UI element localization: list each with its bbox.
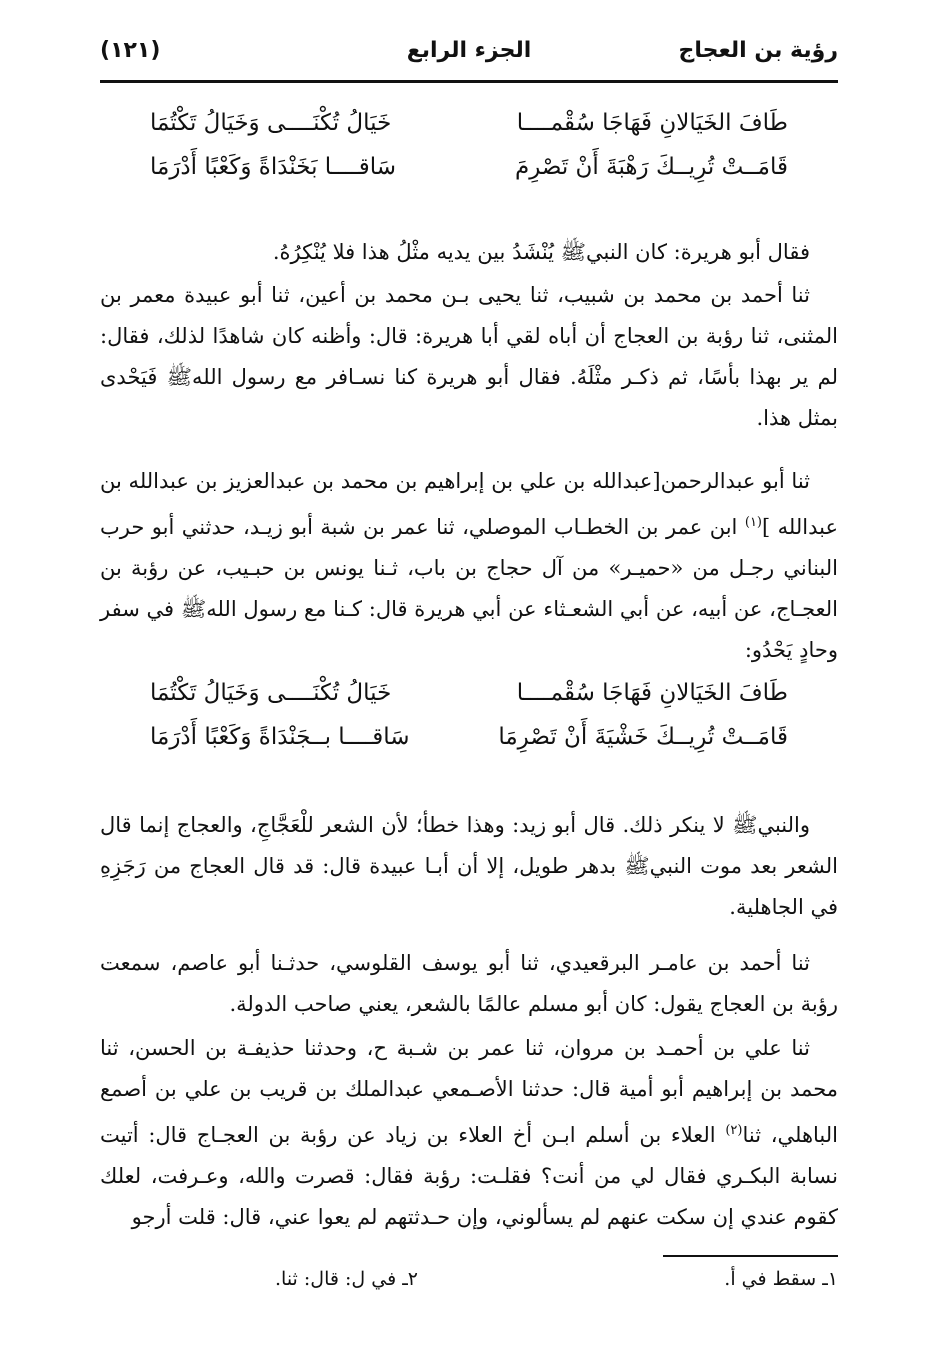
paragraph xyxy=(100,1028,838,1238)
paragraph: والنبيﷺ لا ينكر ذلك. قال أبو زيد: وهذا خطأ؛ لأن الشعر للْعَجَّاجِ، والعجاج إنما قال الشعر بعد موت النبيﷺ بدهر طويل، إلا أن أبـا عبيدة قال: قد قال العجاج من رَجَزِهِ في الجاهلية. xyxy=(100,813,838,919)
paragraph: ثنا أحمد بن عامـر البرقعيدي، ثنا أبو يوسف القلوسي، حدثـنا أبو عاصم، سمعت رؤبة بن العجاج يقول: كان أبو مسلم عالمًا بالشعر، يعني صاحب الدولة. xyxy=(100,951,838,1016)
paragraph xyxy=(100,461,838,671)
running-title: رؤية بن العجاج xyxy=(678,38,838,63)
verse-first-hemistich: طَافَ الخَيَالانِ فَهَاجَا سُقْمــــا xyxy=(516,680,788,706)
page-number: (١٢١) xyxy=(100,38,161,63)
paragraph-text: العلاء بن أسلم ابـن أخ العلاء بن زياد عن رؤبة بن العجـاج قال: أتيت نسابة البكـري فقال لي من أنت؟ فقلـت: رؤبة فقال: قصرت والله، وعـرفت، لعلك كقوم عندي إن سكت عنهم لم يسألوني، وإن حـدثتهم لم يعوا عني، قال: قلت أرجو xyxy=(100,1123,838,1229)
paragraph: فقال أبو هريرة: كان النبيﷺ يُنْشَدُ بين يديه مثْلُ هذا فلا يُنْكِرُهُ. xyxy=(272,240,810,264)
poem-block-2 xyxy=(150,680,788,768)
verse-second-hemistich: سَاقــــا بــجَنْدَاةً وَكَعْبًا أَدْرَمَا xyxy=(150,724,410,750)
chapter-title: الجزء الرابع xyxy=(406,38,532,63)
paragraph-text: ابن عمر بن الخطـاب الموصلي، ثنا عمر بن شبة أبو زيـد، حدثني أبو حرب البناني رجـل من «حميـر» من آل حجاج بن باب، ثـنا يونس بن حبـيب، عن رؤبة بن العجـاج، عن أبيه، عن أبي الشعـثاء عن أبي هريرة قال: كـنا مع رسول اللهﷺ في سفر وحادٍ يَحْدُو: xyxy=(100,515,838,662)
verse-line xyxy=(150,680,788,724)
footnotes xyxy=(100,1268,838,1304)
verse-line xyxy=(150,110,788,154)
verse-first-hemistich: طَافَ الخَيَالانِ فَهَاجَا سُقْمــــا xyxy=(516,110,788,136)
paragraph: ثنا أحمد بن محمد بن شبيب، ثنا يحيى بـن محمد بن أعين، ثنا أبو عبيدة معمر بن المثنى، ثنا رؤبة بن العجاج أن أباه لقي أبا هريرة: قال: وأظنه كان شاهدًا لذلك، فقال: لم ير بهذا بأسًا، ثم ذكـر مثْلَهُ. فقال أبو هريرة كنا نسـافر مع رسول اللهﷺ فَيَحْدى بمثل هذا. xyxy=(100,283,838,430)
page-header xyxy=(100,34,838,74)
verse-second-hemistich: خَيَالُ تُكْنَــــى وَخَيَالُ تَكْتُمَا xyxy=(150,680,392,706)
paragraph-text: ثنا أبو عبدالرحمن[عبدالله بن علي بن إبراهيم بن محمد بن عبدالعزيز بن عبدالله بن عبدالله ] xyxy=(100,469,838,539)
verse-second-hemistich: سَاقــــا بَخَنْدَاةً وَكَعْبًا أَدْرَمَا xyxy=(150,154,397,180)
header-rule xyxy=(100,80,838,83)
verse-first-hemistich: قَامَــتْ تُرِيــكَ خَشْيَةَ أَنْ تَصْرِمَا xyxy=(498,724,788,750)
verse-second-hemistich: خَيَالُ تُكْنَــــى وَخَيَالُ تَكْتُمَا xyxy=(150,110,392,136)
verse-first-hemistich: قَامَــتْ تُرِيــكَ رَهْبَةَ أَنْ تَصْرِمَ xyxy=(514,154,788,180)
paragraph-text: ثنا علي بن أحمـد بن مروان، ثنا عمر بن شـبة ح، وحدثنا حذيفـة بن الحسن، ثنا محمد بن إبراهيم أبو أمية قال: حدثنا الأصـمعي عبدالملك بن قريب بن علي بن أصمع الباهلي، ثنا xyxy=(100,1036,838,1147)
footnote-marker: (١) xyxy=(744,515,762,530)
footnote-2: ٢ـ في ل: قال: ثنا. xyxy=(275,1268,418,1290)
footnote-1: ١ـ سقط في أ. xyxy=(724,1268,838,1290)
verse-line xyxy=(150,724,788,768)
verse-line xyxy=(150,154,788,198)
footnote-marker: (٢) xyxy=(725,1123,743,1138)
footnote-rule xyxy=(663,1255,838,1257)
poem-block-1 xyxy=(150,110,788,198)
